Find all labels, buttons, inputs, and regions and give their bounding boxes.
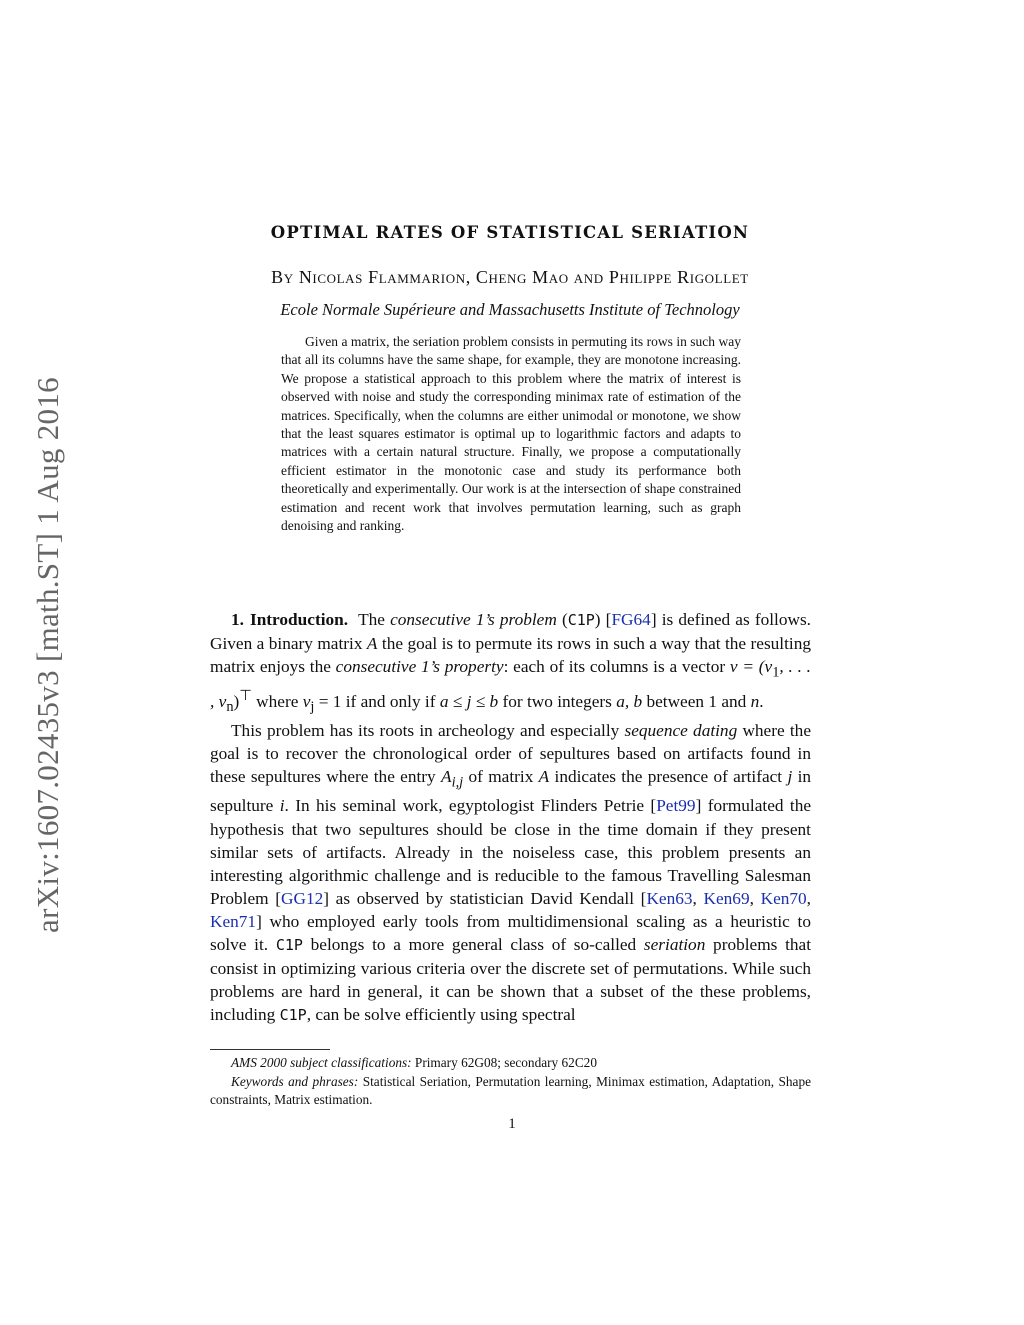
text-run: for two integers	[498, 691, 617, 711]
text-run: : each of its columns is a vector	[503, 657, 730, 677]
math-symbol: i	[279, 796, 285, 816]
c1p-term: C1P	[279, 1005, 307, 1024]
math-symbol: v	[302, 691, 311, 711]
text-run: where	[251, 691, 303, 711]
author-line: By Nicolas Flammarion, Cheng Mao and Philippe Rigollet	[271, 267, 749, 287]
ams-label: AMS 2000 subject classifications:	[231, 1055, 412, 1070]
text-run: This problem has its roots in archeology and especially	[231, 720, 625, 740]
citation-link-fg64[interactable]: FG64	[611, 610, 651, 629]
paper-title: OPTIMAL RATES OF STATISTICAL SERIATION	[270, 223, 750, 242]
keywords-label: Keywords and phrases:	[231, 1073, 359, 1089]
text-run: where the goal is to recover the chronological order of sepultures based on artifacts found in these sepultures where the entry	[210, 720, 811, 786]
text-run: indicates the presence of artifact	[549, 766, 788, 786]
footnote-rule	[210, 1049, 330, 1050]
text-run: .	[759, 691, 764, 711]
section-title: Introduction.	[249, 610, 349, 629]
page-number: 1	[508, 1116, 516, 1132]
ams-text: Primary 62G08; secondary 62C20	[411, 1055, 597, 1070]
text-run: of matrix	[463, 766, 539, 786]
math-expression: , . . . , v	[210, 657, 811, 711]
text-run: if and only if	[341, 691, 440, 711]
text-run: the goal is to permute its rows in such a way that the resulting matrix enjoys the	[210, 634, 811, 677]
emphasis-term: consecutive 1’s property	[335, 657, 504, 677]
arxiv-identifier: arXiv:1607.02435v3 [math.ST] 1 Aug 2016	[30, 377, 66, 933]
text-run: ] is defined as follows. Given a binary matrix	[210, 610, 811, 654]
section-number: 1.	[231, 610, 244, 629]
keywords-text: Statistical Seriation, Permutation learning, Minimax estimation, Adaptation, Shape constraints, Matrix estimation.	[210, 1073, 811, 1107]
math-superscript: ⊤	[239, 687, 252, 704]
math-expression: )	[233, 691, 240, 711]
citation-link-ken63[interactable]: Ken63	[646, 888, 693, 908]
keywords	[210, 1073, 811, 1110]
text-run: , can be solve efficiently using spectral	[306, 1004, 576, 1024]
text-run: (	[556, 610, 568, 629]
math-expression: v = (v	[729, 657, 773, 677]
math-symbol: n	[750, 691, 760, 711]
text-run: ] as observed by statistician David Kendall [	[323, 888, 647, 908]
citation-link-gg12[interactable]: GG12	[281, 888, 324, 908]
math-symbol: A	[538, 766, 550, 786]
footnotes	[210, 1054, 811, 1110]
citation-link-ken71[interactable]: Ken71	[210, 911, 257, 931]
math-subscript: i,j	[451, 774, 464, 791]
ams-classification	[210, 1054, 811, 1073]
section-heading	[231, 610, 348, 629]
math-symbol: j	[787, 766, 793, 786]
text-run: between 1 and	[642, 691, 751, 711]
affiliation: Ecole Normale Supérieure and Massachusetts Institute of Technology	[280, 300, 740, 319]
emphasis-term: seriation	[643, 934, 706, 954]
citation-link-pet99[interactable]: Pet99	[656, 796, 696, 816]
math-subscript: j	[310, 698, 315, 715]
text-run: problems that consist in optimizing various criteria over the discrete set of permutations. While such problems are hard in general, it can be shown that a subset of the these problems, including	[210, 934, 811, 1024]
text-run: The	[358, 610, 391, 629]
text-run: ] formulated the hypothesis that two sepultures should be close in the time domain if they present similar sets of artifacts. Already in the noiseless case, this problem presents an interesting algorithmic challenge and is reducible to the famous Travelling Salesman Problem [	[210, 796, 812, 908]
text-run: ,	[749, 888, 761, 908]
math-expression: a ≤ j ≤ b	[439, 691, 499, 711]
introduction-section	[210, 608, 811, 1027]
citation-link-ken70[interactable]: Ken70	[760, 888, 807, 908]
math-expression: = 1	[314, 691, 342, 711]
math-symbol: A	[366, 634, 378, 654]
text-run: ,	[692, 888, 704, 908]
math-subscript: 1	[772, 664, 780, 681]
math-expression: a, b	[616, 691, 643, 711]
intro-paragraph-1	[210, 608, 811, 719]
text-run: belongs to a more general class of so-called	[302, 934, 644, 954]
c1p-term: C1P	[275, 935, 303, 954]
intro-paragraph-2	[210, 719, 811, 1027]
c1p-term: C1P	[567, 611, 595, 629]
math-symbol: A	[441, 766, 452, 786]
emphasis-term: consecutive 1’s problem	[390, 610, 557, 629]
text-run: ,	[806, 888, 811, 908]
math-subscript: n	[226, 698, 234, 715]
text-run: ) [	[594, 610, 612, 629]
text-run: ] who employed early tools from multidimensional scaling as a heuristic to solve it.	[210, 911, 811, 954]
text-run: in sepulture	[210, 766, 812, 816]
abstract: Given a matrix, the seriation problem consists in permuting its rows in such way that all its columns have the same shape, for example, they are monotone increasing. We propose a statistical approach to this problem where the matrix of interest is observed with noise and study the corresponding minimax rate of estimation of the matrices. Specifically, when the columns are either unimodal or monotone, we show that the least squares estimator is optimal up to logarithmic factors and adapts to matrices with a certain natural structure. Finally, we propose a computationally efficient estimator in the monotonic case and study its performance both theoretically and experimentally. Our work is at the intersection of shape constrained estimation and recent work that involves permutation learning, such as graph denoising and ranking.	[281, 334, 741, 534]
emphasis-term: sequence dating	[624, 720, 738, 740]
text-run: . In his seminal work, egyptologist Flinders Petrie [	[284, 796, 657, 816]
citation-link-ken69[interactable]: Ken69	[703, 888, 750, 908]
arxiv-side-stamp	[28, 340, 68, 970]
